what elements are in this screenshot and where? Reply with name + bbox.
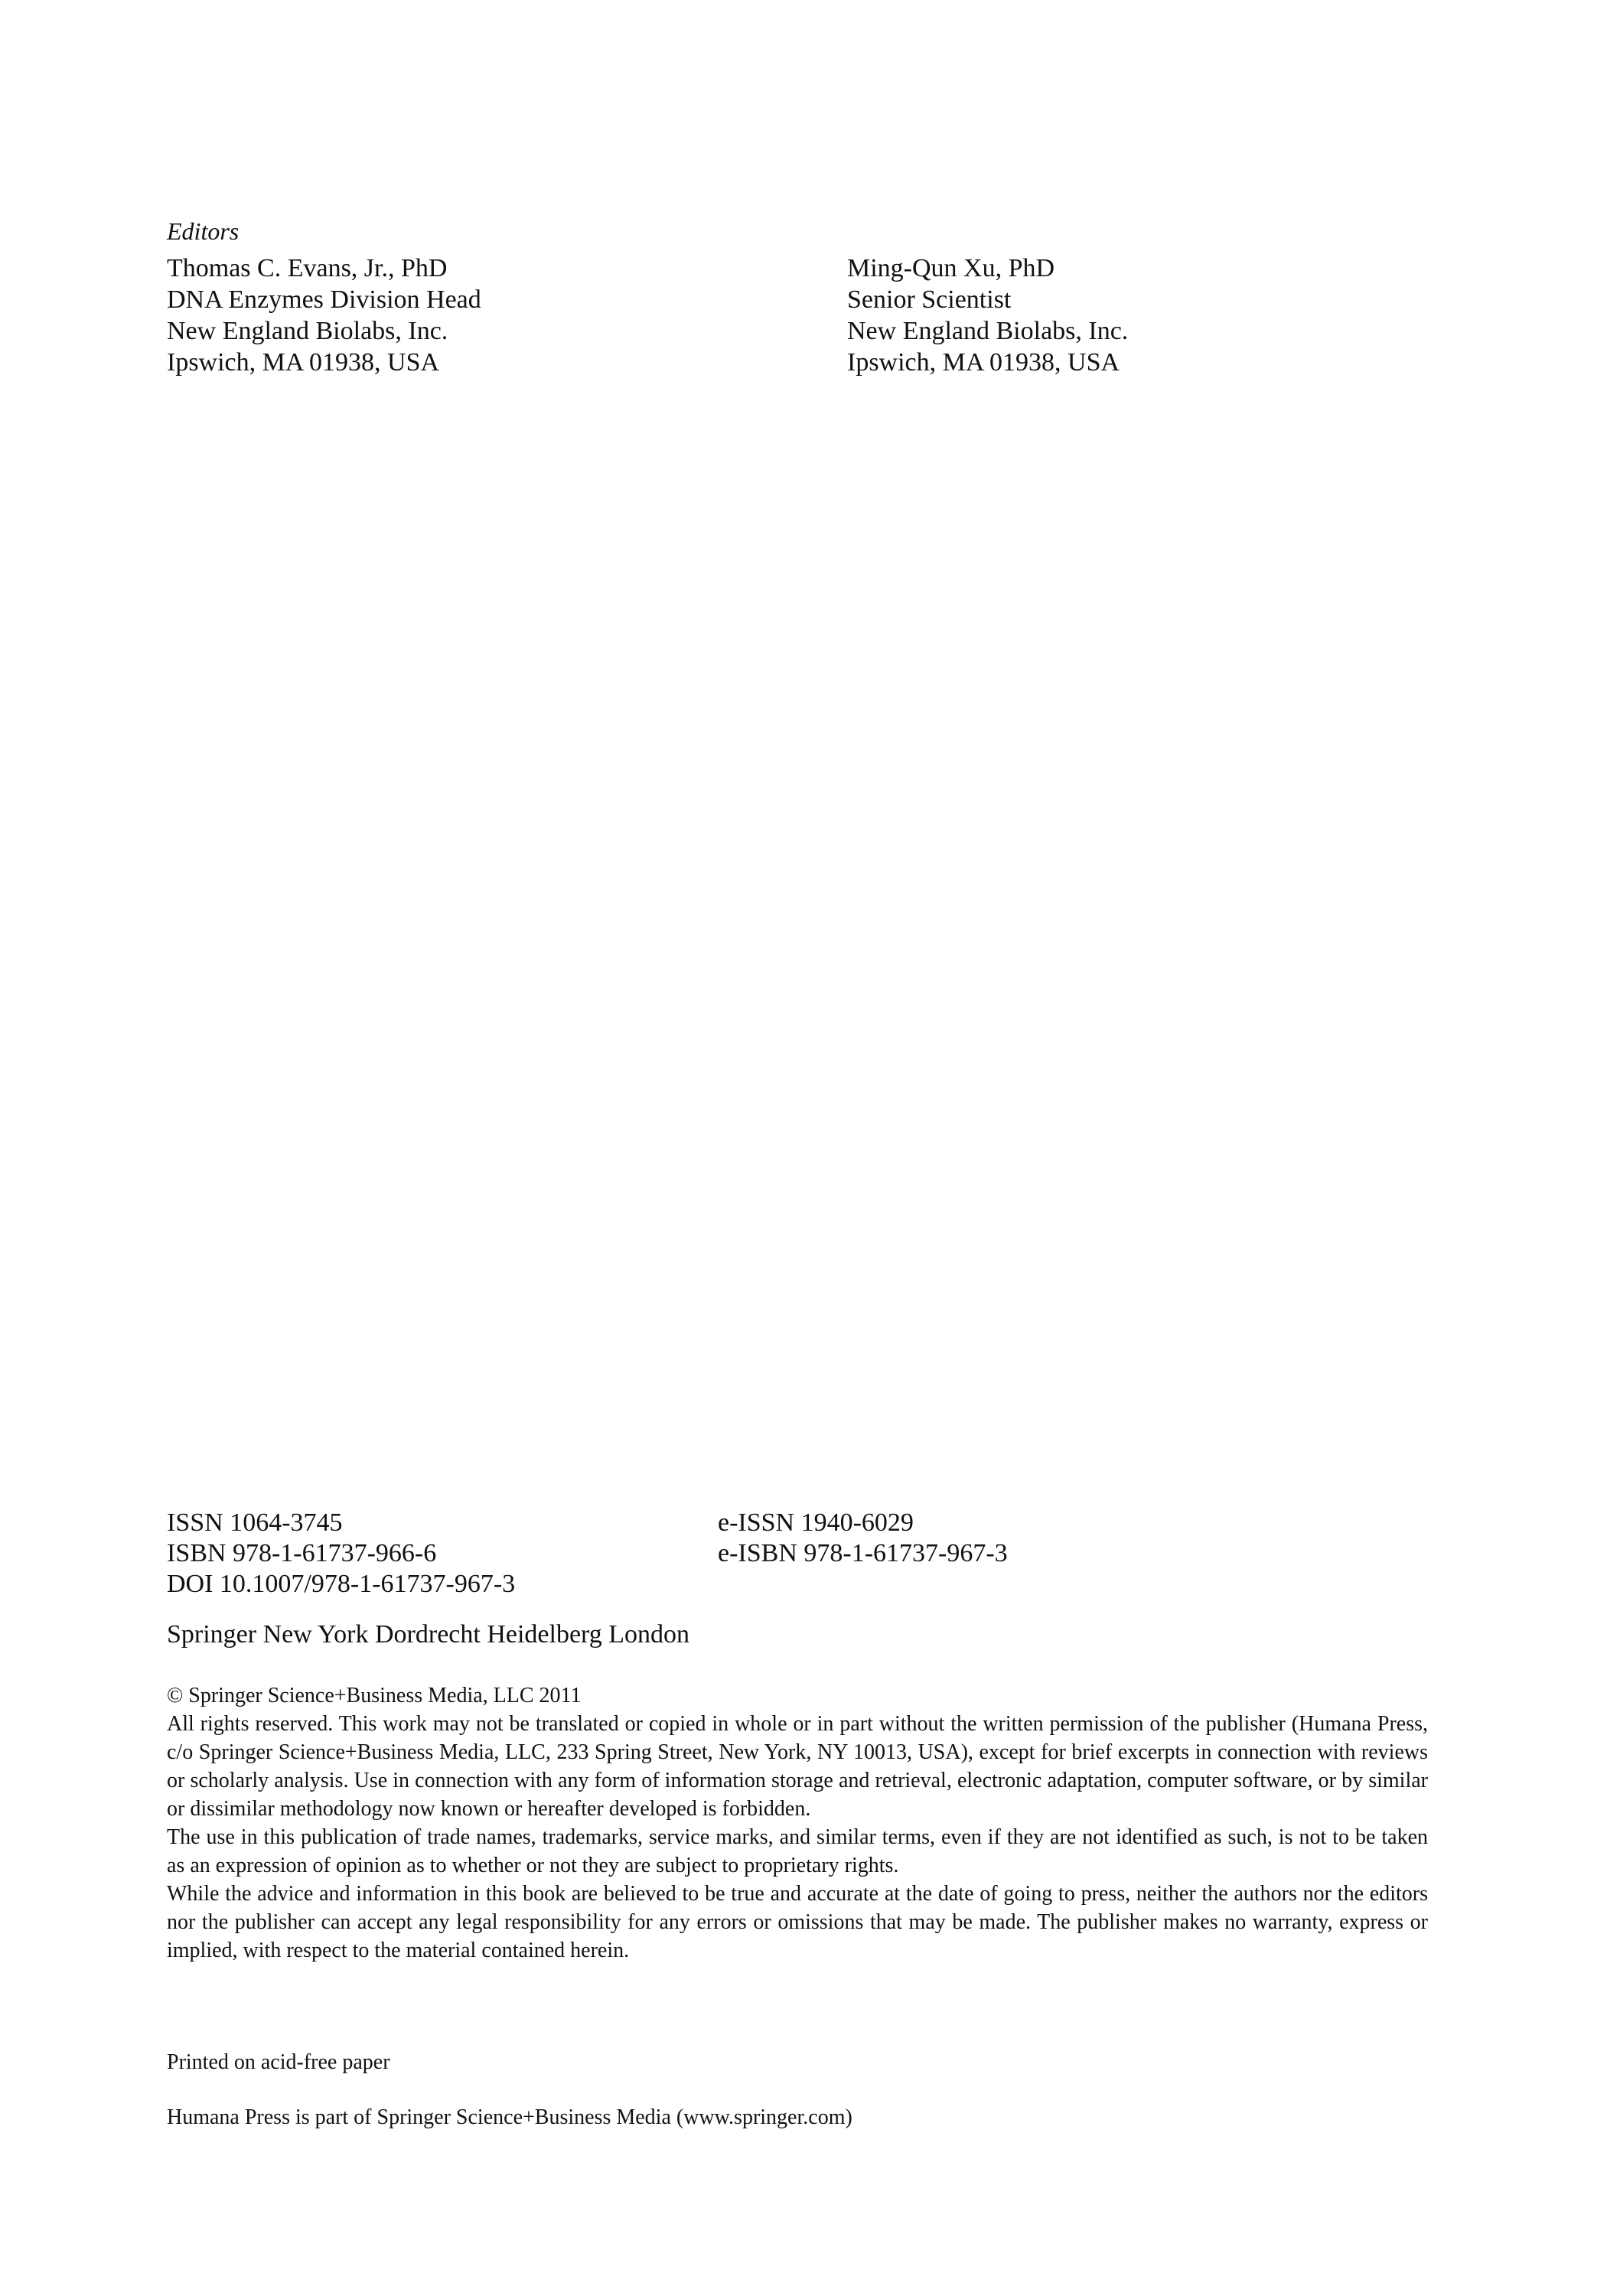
e-isbn: e-ISBN 978-1-61737-967-3 bbox=[718, 1539, 1008, 1567]
editor-left-address: Ipswich, MA 01938, USA bbox=[167, 348, 440, 377]
paper-note: Printed on acid-free paper bbox=[167, 2050, 390, 2074]
legal-notice bbox=[167, 1681, 1428, 1965]
editor-left-name: Thomas C. Evans, Jr., PhD bbox=[167, 254, 448, 282]
editor-left-block bbox=[167, 253, 481, 378]
editors-heading: Editors bbox=[167, 217, 240, 245]
editor-right-title: Senior Scientist bbox=[847, 285, 1012, 314]
print-identifiers bbox=[167, 1508, 436, 1569]
isbn: ISBN 978-1-61737-966-6 bbox=[167, 1539, 437, 1567]
editor-right-block bbox=[847, 253, 1128, 378]
editor-left-title: DNA Enzymes Division Head bbox=[167, 285, 481, 314]
disclaimer-paragraph: While the advice and information in this book are believed to be true and accurate at the date of going to press, neither the authors nor the editors nor the publisher can accept any legal responsibility for any errors or omissions that may be made. The publisher makes no warranty, express or implied, with respect to the material contained herein. bbox=[167, 1882, 1428, 1962]
electronic-identifiers bbox=[718, 1508, 1008, 1569]
e-issn: e-ISSN 1940-6029 bbox=[718, 1508, 914, 1537]
editor-right-address: Ipswich, MA 01938, USA bbox=[847, 348, 1120, 377]
issn: ISSN 1064-3745 bbox=[167, 1508, 343, 1537]
editor-left-org: New England Biolabs, Inc. bbox=[167, 317, 448, 345]
copyright-line: © Springer Science+Business Media, LLC 2011 bbox=[167, 1684, 582, 1707]
doi: DOI 10.1007/978-1-61737-967-3 bbox=[167, 1570, 516, 1598]
rights-paragraph: All rights reserved. This work may not be translated or copied in whole or in part without the written permission of the publisher (Humana Press, c/o Springer Science+Business Media, LLC, 233 Spring Street, New York, NY 10013, USA), except for brief excerpts in connection with reviews or scholarly analysis. Use in connection with any form of information storage and retrieval, electronic adaptation, computer software, or by similar or dissimilar methodology now known or hereafter developed is forbidden. bbox=[167, 1712, 1428, 1821]
trademarks-paragraph: The use in this publication of trade names, trademarks, service marks, and similar terms, even if they are not identified as such, is not to be taken as an expression of opinion as to whether or not they are subject to proprietary rights. bbox=[167, 1825, 1428, 1877]
publisher-note: Humana Press is part of Springer Science+Business Media (www.springer.com) bbox=[167, 2105, 852, 2129]
editor-right-org: New England Biolabs, Inc. bbox=[847, 317, 1129, 345]
editor-right-name: Ming-Qun Xu, PhD bbox=[847, 254, 1055, 282]
publisher-imprint: Springer New York Dordrecht Heidelberg London bbox=[167, 1620, 690, 1649]
